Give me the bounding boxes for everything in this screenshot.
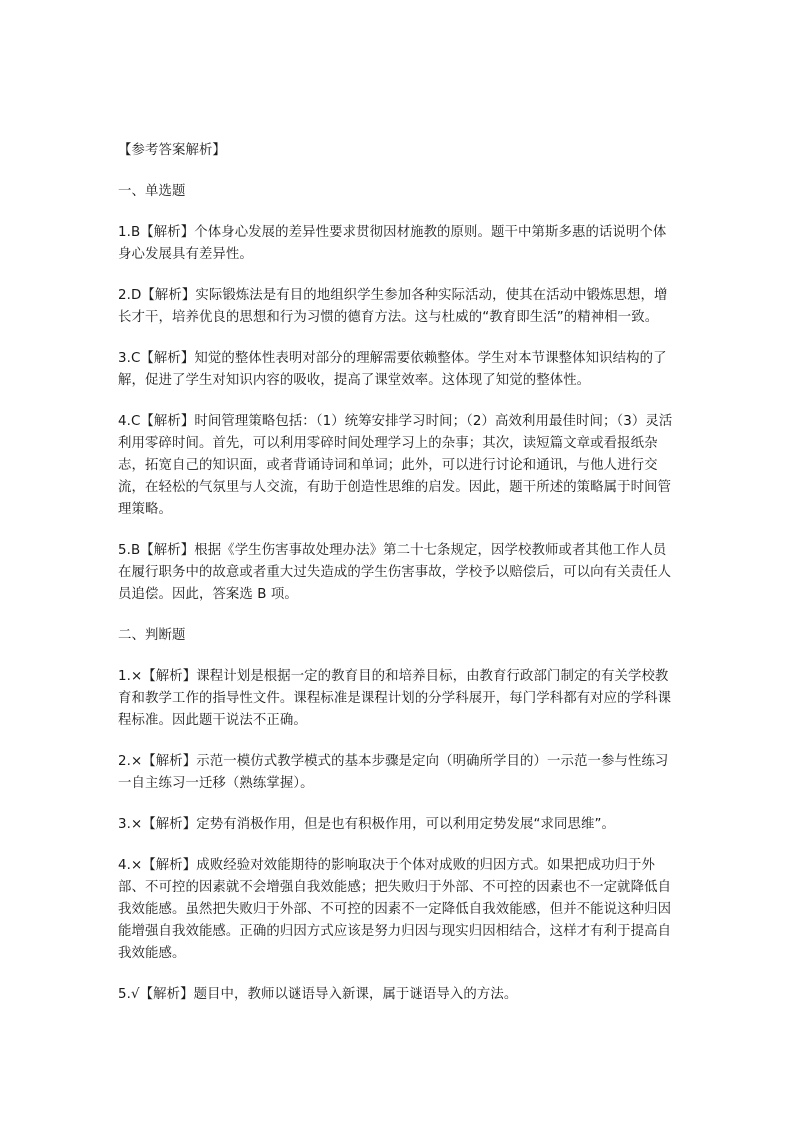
answer-item: 2.D【解析】实际锻炼法是有目的地组织学生参加各种实际活动，使其在活动中锻炼思想，增长才干，培养优良的思想和行为习惯的德育方法。这与杜威的“教育即生活”的精神相一致。 [118,288,668,325]
page-heading: 【参考答案解析】 [118,143,226,158]
answer-item: 4.C【解析】时间管理策略包括：（1）统筹安排学习时间；（2）高效利用最佳时间；（3）灵活利用零碎时间。首先，可以利用零碎时间处理学习上的杂事；其次，读短篇文章或看报纸杂志，拓宽自己的知识面，或者背诵诗词和单词；此外，可以进行讨论和通讯，与他人进行交流，在轻松的气氛里与人交流，有助于创造性思维的启发。因此，题干所述的策略属于时间管理策略。 [118,414,673,517]
answer-item: 5.√【解析】题目中，教师以谜语导入新课，属于谜语导入的方法。 [118,987,518,1002]
section-true-false [118,625,678,1006]
answer-item: 5.B【解析】根据《学生伤害事故处理办法》第二十七条规定，因学校教师或者其他工作人员在履行职务中的故意或者重大过失造成的学生伤害事故，学校予以赔偿后，可以向有关责任人员追偿。因此，答案选 B 项。 [118,543,672,602]
answer-item: 1.B【解析】个体身心发展的差异性要求贯彻因材施教的原则。题干中第斯多惠的话说明个体身心发展具有差异性。 [118,225,667,262]
answer-item: 4.×【解析】成败经验对效能期待的影响取决于个体对成败的归因方式。如果把成功归于外部、不可控的因素就不会增强自我效能感；把失败归于外部、不可控的因素也不一定就降低自我效能感。虽然把失败归于外部、不可控的因素不一定降低自我效能感，但并不能说这种归因能增强自我效能感。正确的归因方式应该是努力归因与现实归因相结合，这样才有利于提高自我效能感。 [118,858,672,961]
answer-item: 3.C【解析】知觉的整体性表明对部分的理解需要依赖整体。学生对本节课整体知识结构的了解，促进了学生对知识内容的吸收，提高了课堂效率。这体现了知觉的整体性。 [118,351,667,388]
section-single-choice [118,181,678,606]
section-title: 一、单选题 [118,184,186,199]
answer-item: 2.×【解析】示范一模仿式教学模式的基本步骤是定向（明确所学目的）一示范一参与性练习一自主练习一迁移（熟练掌握）。 [118,754,669,791]
section-title: 二、判断题 [118,628,186,643]
answer-item: 3.×【解析】定势有消极作用，但是也有积极作用，可以利用定势发展“求同思维”。 [118,817,616,832]
document-page [118,140,678,1025]
answer-item: 1.×【解析】课程计划是根据一定的教育目的和培养目标，由教育行政部门制定的有关学校教育和教学工作的指导性文件。课程标准是课程计划的分学科展开，每门学科都有对应的学科课程标准。因此题干说法不正确。 [118,669,672,728]
